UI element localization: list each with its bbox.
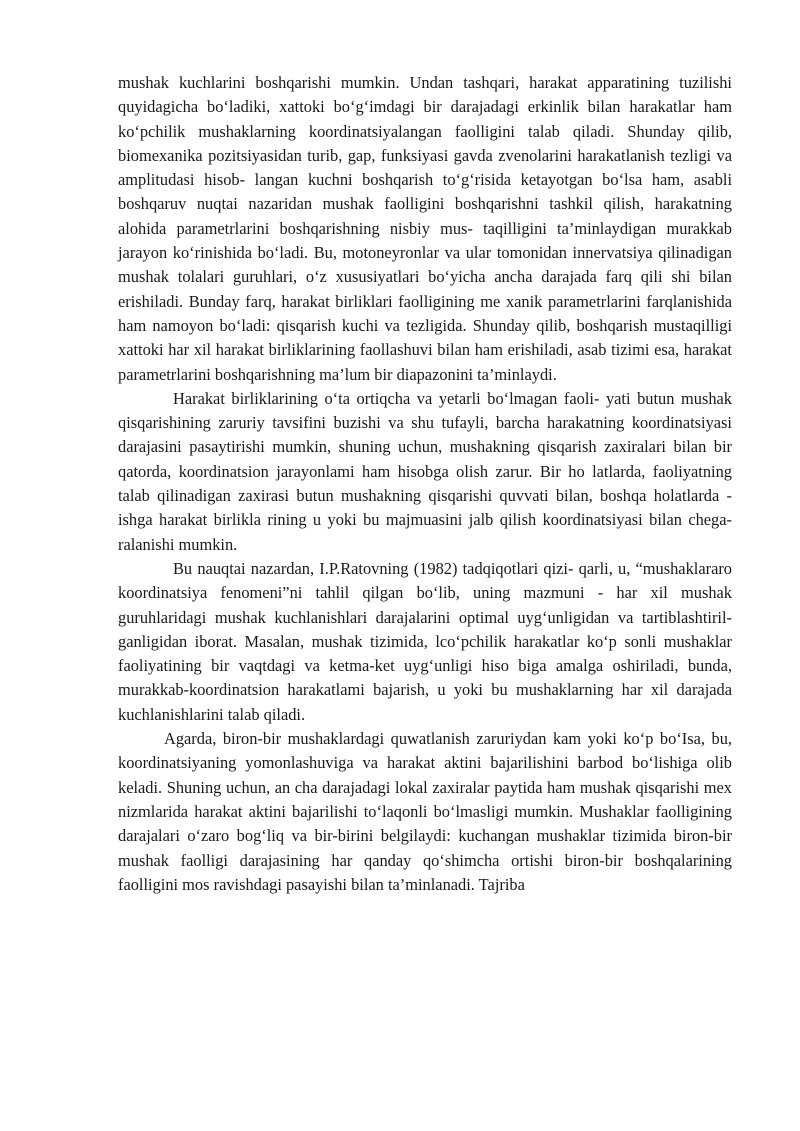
- paragraph-1: mushak kuchlarini boshqarishi mumkin. Undan tashqari, harakat apparatining tuzilishi quyidagicha bo‘ladiki, xattoki bo‘g‘imdagi bir darajadagi erkinlik bilan harakatlar ham ko‘pchilik mushaklarning koordinatsiyalangan faolligini talab qiladi. Shunday qilib, biomexanika pozitsiyasidan turib, gap, funksiyasi gavda zvenolarini harakatlanish tezligi va amplitudasi hisob- langan kuchni boshqarish to‘g‘risida ketayotgan bo‘lsa ham, asabli boshqaruv nuqtai nazaridan mushak faolligini boshqarishni tashkil qilish, harakatning alohida parametrlarini boshqarishning nisbiy mus- taqilligini ta’minlaydigan murakkab jarayon ko‘rinishida bo‘ladi. Bu, motoneyronlar va ular tomonidan innervatsiya qilinadigan mushak tolalari guruhlari, o‘z xususiyatlari bo‘yicha ancha darajada farq qili shi bilan erishiladi. Bunday farq, harakat birliklari faolligining me xanik parametrlarini farqlanishida ham namoyon bo‘ladi: qisqarish kuchi va tezligida. Shunday qilib, boshqarish mustaqilligi xattoki har xil harakat birliklarining faollashuvi bilan ham erishiladi, asab tizimi esa, harakat parametrlarini boshqarishning ma’lum bir diapazonini ta’minlaydi.: [118, 73, 732, 384]
- body-text: [118, 71, 732, 897]
- paragraph-2: Harakat birliklarining o‘ta ortiqcha va yetarli bo‘lmagan faoli- yati butun mushak qisqarishining zaruriy tavsifini buzishi va shu tufayli, barcha harakatning koordinatsiyasi darajasini pasaytirishi mumkin, shuning uchun, mushakning qisqarish zaxiralari bilan bir qatorda, koordinatsion jarayonlami ham hisobga olish zarur. Bir ho latlarda, faoliyatning talab qilinadigan zaxirasi butun mushakning qisqarishi quvvati bilan, boshqa holatlarda - ishga harakat birlikla rining u yoki bu majmuasini jalb qilish koordinatsiyasi bilan chega- ralanishi mumkin.: [118, 388, 732, 554]
- paragraph-3: Bu nauqtai nazardan, I.P.Ratovning (1982) tadqiqotlari qizi- qarli, u, “mushaklararo koordinatsiya fenomeni”ni tahlil qilgan bo‘lib, uning mazmuni - har xil mushak guruhlaridagi mushak kuchlanishlari darajalarini optimal uyg‘unligidan va tartiblashtiril-ganligidan iborat. Masalan, mushak tizimida, lco‘pchilik harakatlar ko‘p sonli mushaklar faoliyatining bir vaqtdagi va ketma-ket uyg‘unligi hiso biga amalga oshiriladi, bunda, murakkab-koordinatsion harakatlami bajarish, u yoki bu mushaklarning har xil darajada kuchlanishlarini talab qiladi.: [118, 558, 732, 724]
- paragraph-4: Agarda, biron-bir mushaklardagi quwatlanish zaruriydan kam yoki ko‘p bo‘Isa, bu, koordinatsiyaning yomonlashuviga va harakat aktini bajarilishini barbod bo‘lishiga olib keladi. Shuning uchun, an cha darajadagi lokal zaxiralar paytida ham mushak qisqarishi mex nizmlarida harakat aktini bajarilishi to‘laqonli bo‘lmasligi mumkin. Mushaklar faolligining darajalari o‘zaro bog‘liq va bir-birini belgilaydi: kuchangan mushaklar tizimida biron-bir mushak faolligi darajasining har qanday qo‘shimcha ortishi biron-bir boshqalarining faolligini mos ravishdagi pasayishi bilan ta’minlanadi. Tajriba: [118, 729, 732, 894]
